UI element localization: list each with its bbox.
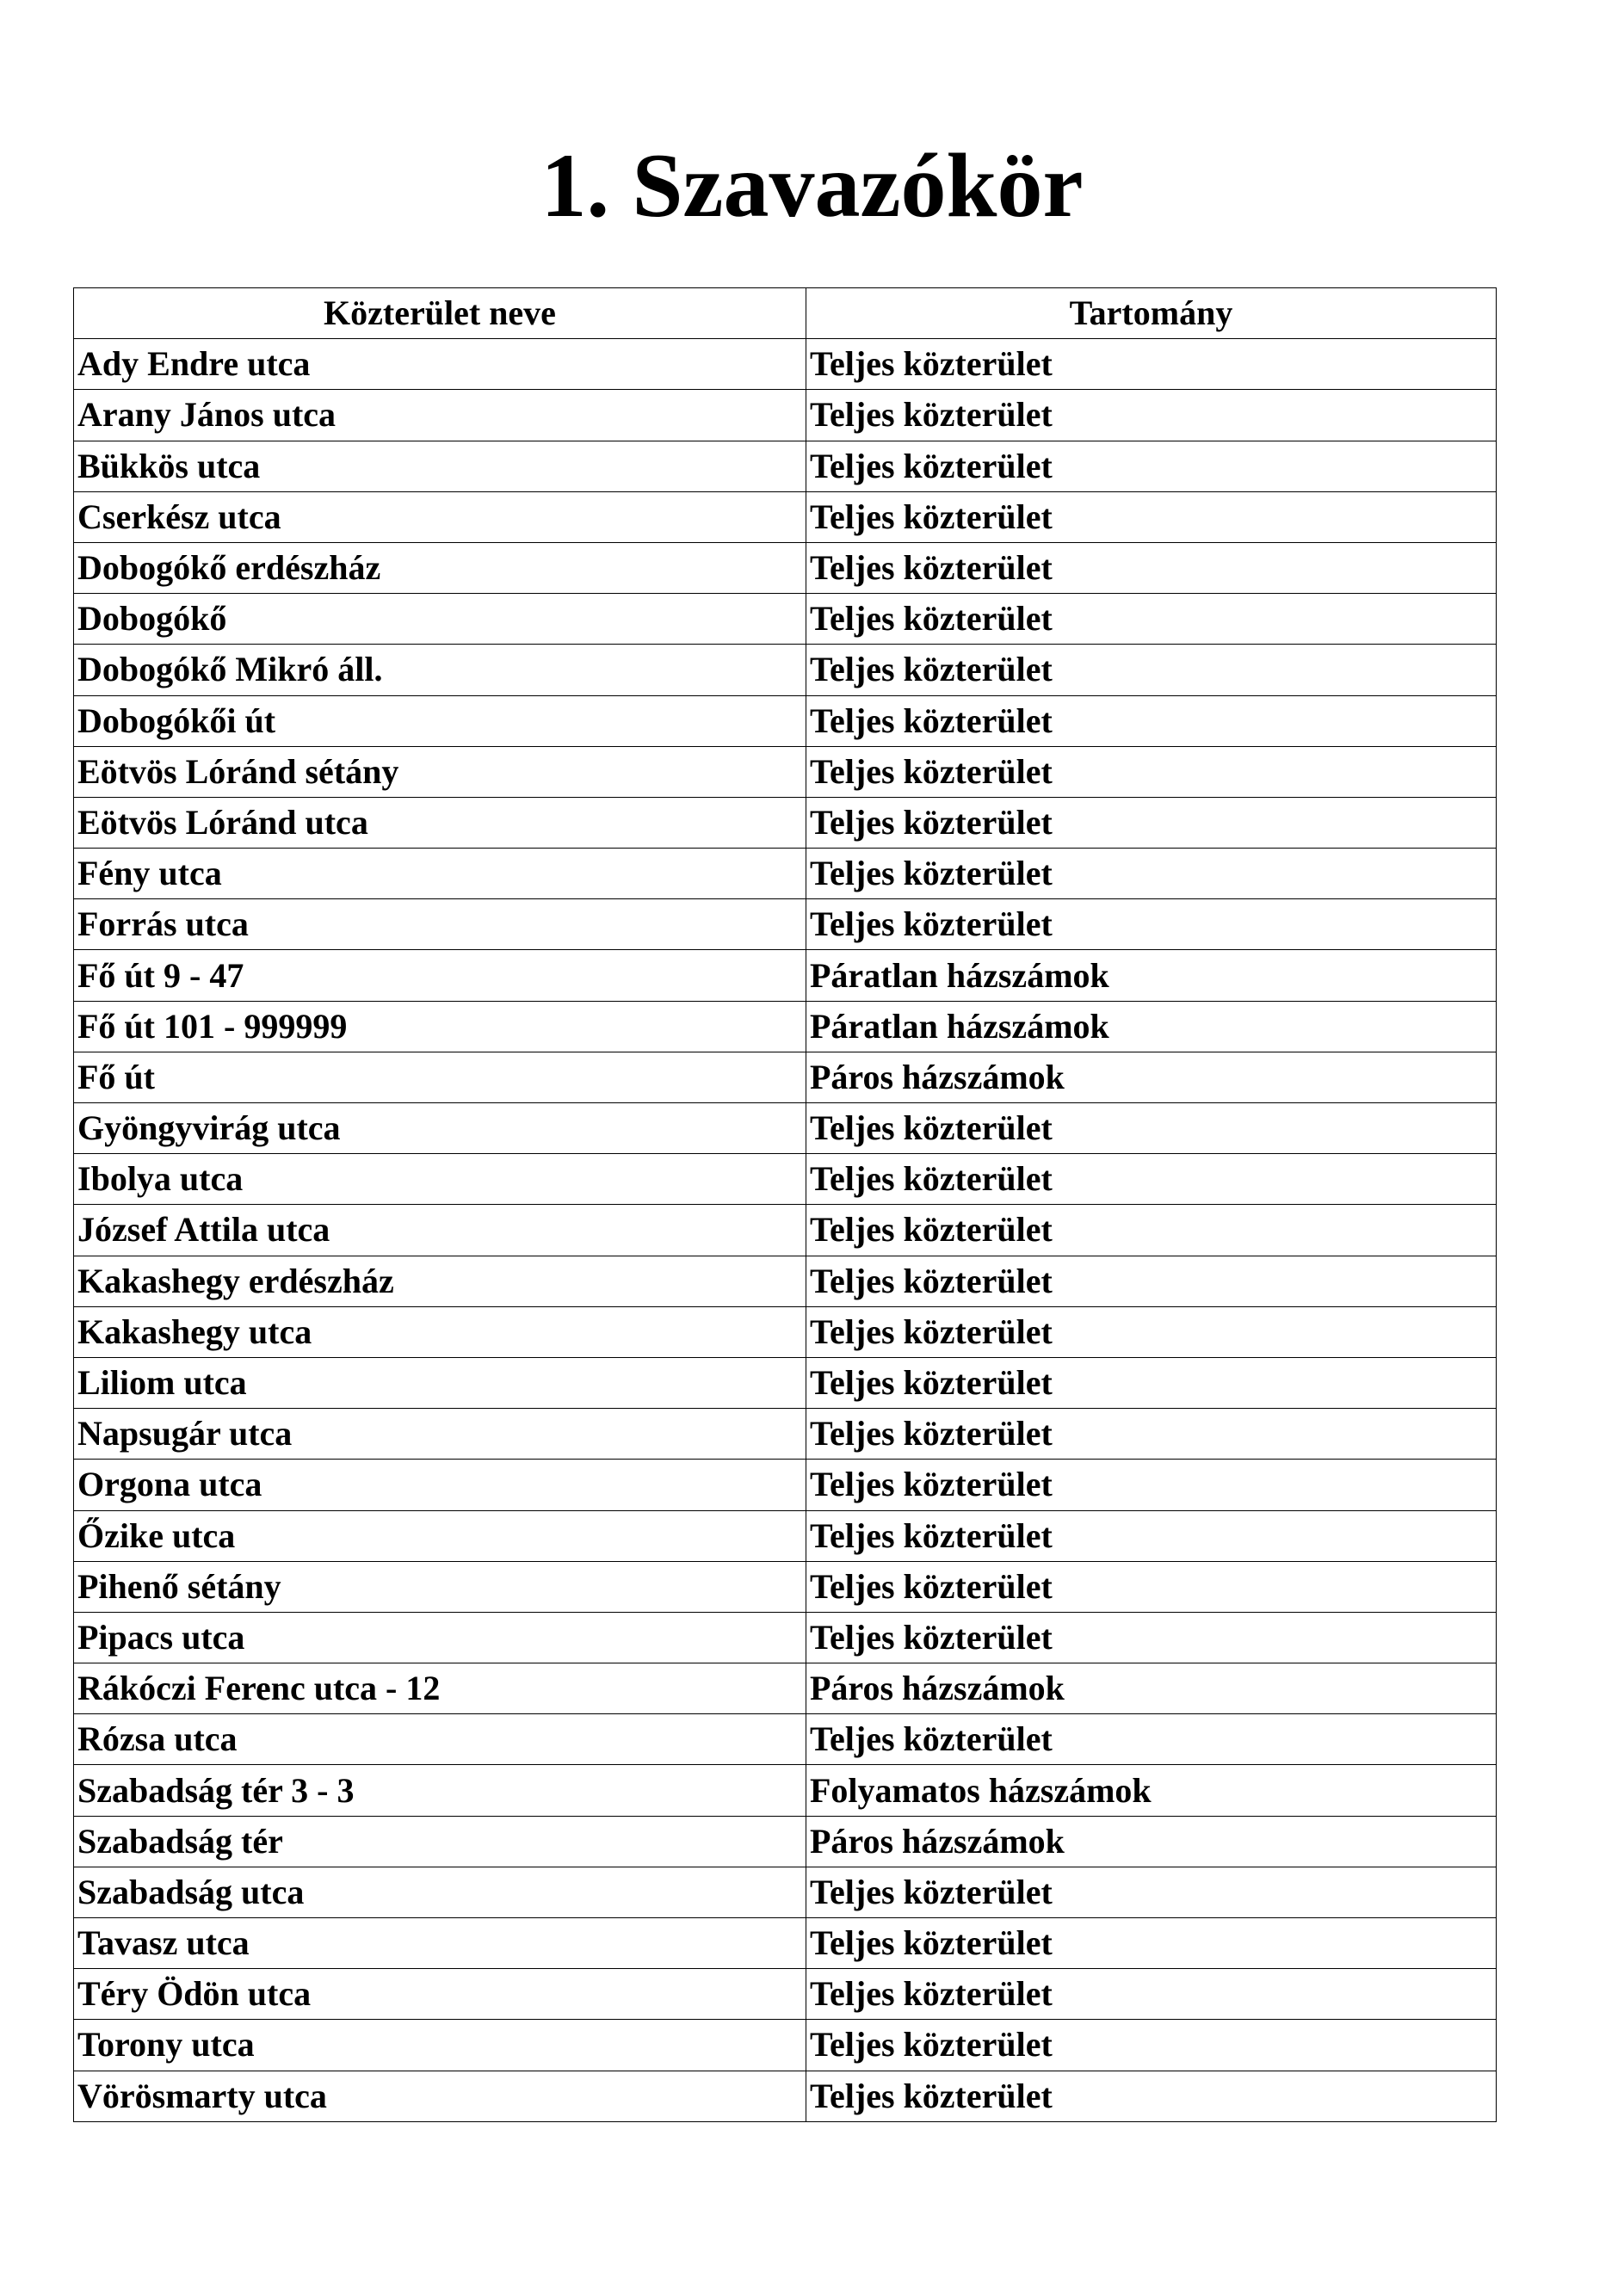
range-cell: Teljes közterület [806, 542, 1497, 593]
street-name-cell: Szabadság tér [74, 1816, 806, 1867]
table-row [74, 1765, 1497, 1816]
range-cell: Teljes közterület [806, 797, 1497, 848]
range-cell: Teljes közterület [806, 1918, 1497, 1969]
table-row [74, 1103, 1497, 1154]
street-name-cell: Eötvös Lóránd utca [74, 797, 806, 848]
street-name-cell: Fény utca [74, 849, 806, 899]
range-cell: Páratlan házszámok [806, 1001, 1497, 1052]
range-cell: Teljes közterület [806, 1409, 1497, 1460]
street-name-cell: Cserkész utca [74, 491, 806, 542]
range-cell: Teljes közterület [806, 1306, 1497, 1357]
range-cell: Teljes közterület [806, 390, 1497, 441]
table-row [74, 1969, 1497, 2020]
range-cell: Teljes közterület [806, 1867, 1497, 1917]
street-name-cell: Rózsa utca [74, 1714, 806, 1765]
street-name-cell: Forrás utca [74, 899, 806, 950]
street-name-cell: Dobogókő erdészház [74, 542, 806, 593]
street-name-cell: Vörösmarty utca [74, 2071, 806, 2121]
table-row [74, 1460, 1497, 1510]
range-cell: Teljes közterület [806, 1154, 1497, 1205]
table-row [74, 1663, 1497, 1714]
range-cell: Teljes közterület [806, 1103, 1497, 1154]
range-cell: Teljes közterület [806, 1969, 1497, 2020]
street-name-cell: Fő út 101 - 999999 [74, 1001, 806, 1052]
street-name-cell: Téry Ödön utca [74, 1969, 806, 2020]
table-row [74, 1561, 1497, 1612]
street-name-cell: Arany János utca [74, 390, 806, 441]
column-header-range: Tartomány [806, 288, 1497, 339]
street-name-cell: Bükkös utca [74, 441, 806, 491]
range-cell: Teljes közterület [806, 746, 1497, 797]
range-cell: Páros házszámok [806, 1816, 1497, 1867]
table-row [74, 1612, 1497, 1663]
table-row [74, 645, 1497, 695]
table-row [74, 2020, 1497, 2071]
table-row [74, 746, 1497, 797]
range-cell: Teljes közterület [806, 2020, 1497, 2071]
street-name-cell: Szabadság utca [74, 1867, 806, 1917]
range-cell: Teljes közterület [806, 1612, 1497, 1663]
street-name-cell: Fő út 9 - 47 [74, 950, 806, 1001]
street-name-cell: Eötvös Lóránd sétány [74, 746, 806, 797]
street-name-cell: Torony utca [74, 2020, 806, 2071]
street-name-cell: Orgona utca [74, 1460, 806, 1510]
table-body [74, 339, 1497, 2122]
range-cell: Teljes közterület [806, 1256, 1497, 1306]
column-header-street-name: Közterület neve [74, 288, 806, 339]
table-row [74, 899, 1497, 950]
table-row [74, 1409, 1497, 1460]
range-cell: Teljes közterület [806, 899, 1497, 950]
street-name-cell: Pihenő sétány [74, 1561, 806, 1612]
street-name-cell: Pipacs utca [74, 1612, 806, 1663]
street-name-cell: Liliom utca [74, 1357, 806, 1408]
table-row [74, 1816, 1497, 1867]
street-name-cell: Ady Endre utca [74, 339, 806, 390]
table-row [74, 1154, 1497, 1205]
table-row [74, 695, 1497, 746]
table-row [74, 1510, 1497, 1561]
street-table [73, 287, 1497, 2122]
range-cell: Teljes közterület [806, 1714, 1497, 1765]
table-row [74, 1714, 1497, 1765]
range-cell: Teljes közterület [806, 1357, 1497, 1408]
table-row [74, 491, 1497, 542]
table-row [74, 1256, 1497, 1306]
street-name-cell: Dobogókői út [74, 695, 806, 746]
street-name-cell: Őzike utca [74, 1510, 806, 1561]
table-row [74, 542, 1497, 593]
range-cell: Páros házszámok [806, 1052, 1497, 1102]
table-row [74, 339, 1497, 390]
street-name-cell: Kakashegy utca [74, 1306, 806, 1357]
range-cell: Teljes közterület [806, 2071, 1497, 2121]
table-row [74, 797, 1497, 848]
range-cell: Páros házszámok [806, 1663, 1497, 1714]
street-name-cell: Dobogókő [74, 594, 806, 645]
table-row [74, 1918, 1497, 1969]
table-row [74, 950, 1497, 1001]
street-name-cell: Kakashegy erdészház [74, 1256, 806, 1306]
range-cell: Teljes közterület [806, 1460, 1497, 1510]
table-row [74, 1306, 1497, 1357]
range-cell: Teljes közterület [806, 491, 1497, 542]
street-name-cell: Ibolya utca [74, 1154, 806, 1205]
range-cell: Teljes közterület [806, 339, 1497, 390]
street-name-cell: Gyöngyvirág utca [74, 1103, 806, 1154]
range-cell: Teljes közterület [806, 645, 1497, 695]
street-name-cell: Dobogókő Mikró áll. [74, 645, 806, 695]
street-name-cell: Tavasz utca [74, 1918, 806, 1969]
table-row [74, 849, 1497, 899]
street-name-cell: József Attila utca [74, 1205, 806, 1256]
street-name-cell: Napsugár utca [74, 1409, 806, 1460]
range-cell: Teljes közterület [806, 594, 1497, 645]
table-row [74, 594, 1497, 645]
range-cell: Teljes közterület [806, 695, 1497, 746]
street-name-cell: Rákóczi Ferenc utca - 12 [74, 1663, 806, 1714]
street-name-cell: Fő út [74, 1052, 806, 1102]
range-cell: Teljes közterület [806, 1205, 1497, 1256]
table-row [74, 441, 1497, 491]
table-row [74, 2071, 1497, 2121]
range-cell: Teljes közterület [806, 1561, 1497, 1612]
range-cell: Teljes közterület [806, 1510, 1497, 1561]
table-row [74, 1205, 1497, 1256]
table-header-row [74, 288, 1497, 339]
range-cell: Teljes közterület [806, 849, 1497, 899]
table-row [74, 390, 1497, 441]
table-row [74, 1001, 1497, 1052]
street-name-cell: Szabadság tér 3 - 3 [74, 1765, 806, 1816]
table-row [74, 1357, 1497, 1408]
range-cell: Folyamatos házszámok [806, 1765, 1497, 1816]
table-row [74, 1867, 1497, 1917]
page-title: 1. Szavazókör [540, 135, 1084, 236]
range-cell: Páratlan házszámok [806, 950, 1497, 1001]
range-cell: Teljes közterület [806, 441, 1497, 491]
table-row [74, 1052, 1497, 1102]
